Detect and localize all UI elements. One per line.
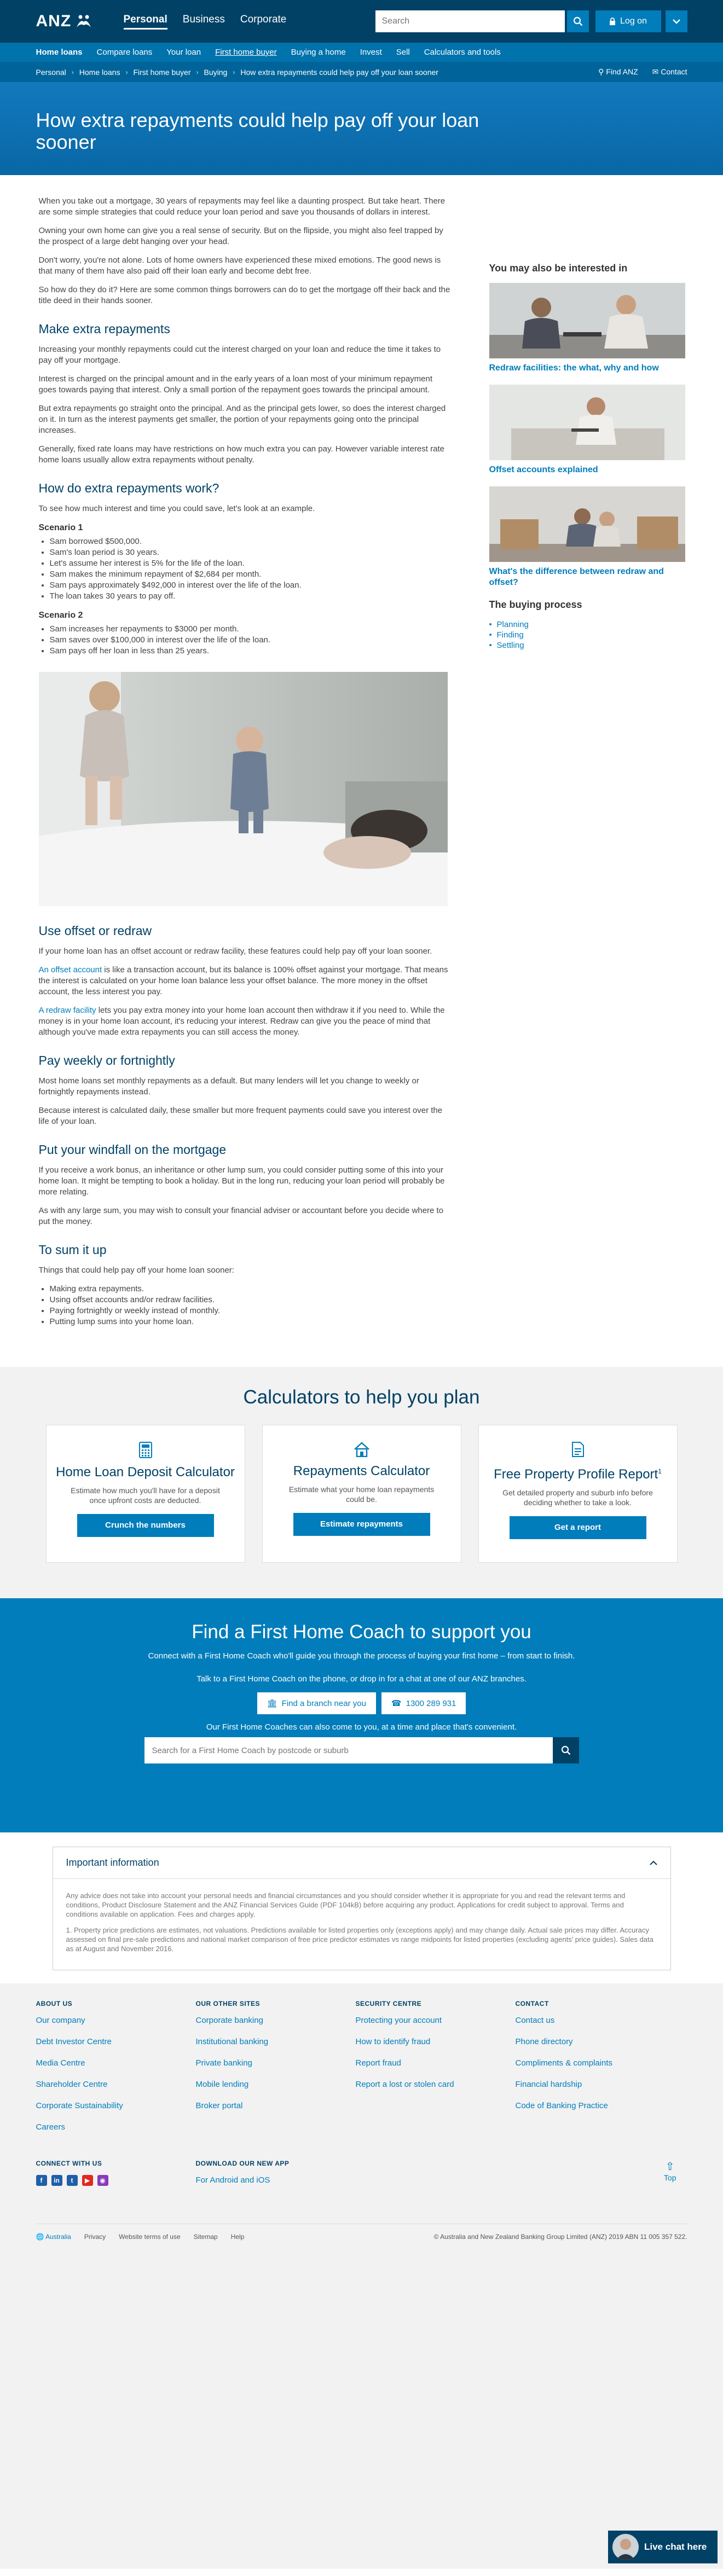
footer-link[interactable]: Code of Banking Practice [515,2101,608,2110]
list-item: • The loan takes 30 years to pay off. [50,591,452,602]
chevron-right-icon: › [233,68,235,76]
subnav-compare-loans[interactable]: Compare loans [96,48,153,57]
heading-windfall: Put your windfall on the mortgage [38,1142,227,1157]
branch-icon: 🏛 [267,1699,277,1708]
crumb-buying[interactable]: Buying [204,67,228,77]
footer-link[interactable]: Compliments & complaints [515,2058,613,2068]
related-card[interactable] [489,486,686,588]
report-title: Free Property Profile Report [494,1467,658,1482]
search-button[interactable] [567,10,589,32]
calculators-section [0,1367,723,1598]
paragraph: Things that could help pay off your home loan sooner: [38,1266,234,1275]
calculator-desc: Estimate how much you'll have for a deposit once upfront costs are deducted. [71,1486,220,1505]
disclaimer-text: Any advice does not take into account your personal needs and financial circumstances and you should consider whether it is appropriate for you and read the relevant terms and conditions, Product Disclosure Statement and the ANZ Financial Services Guide (PDF 104kB) before acquiring any product. Applications for credit subject to approval. Terms and conditions available on application. Fees and charges apply. [66,1892,626,1918]
related-card[interactable] [489,385,686,475]
get-a-report-button[interactable]: Get a report [510,1516,646,1539]
agent-avatar [612,2534,639,2560]
redraw-facility-link[interactable]: A redraw facility [38,1006,96,1015]
youtube-icon[interactable]: ▶ [82,2175,93,2186]
coach-search [0,1737,723,1763]
calculator-desc: Get detailed property and suburb info before deciding whether to take a look. [502,1488,653,1507]
subnav-home-loans[interactable]: Home loans [36,48,83,57]
footer-col-contact [516,2000,675,2143]
subnav-your-loan[interactable]: Your loan [166,48,201,57]
search-icon [561,1745,571,1755]
footer-link[interactable]: Our company [36,2016,85,2025]
list-item: • Sam increases her repayments to $3000 per month. [50,624,452,635]
anz-logo[interactable] [36,12,118,31]
house-icon [354,1442,370,1457]
related-sidebar [489,196,686,1335]
heading-pay-weekly: Pay weekly or fortnightly [38,1053,175,1067]
log-on-button[interactable] [595,10,661,32]
footer-link[interactable]: Private banking [195,2058,252,2068]
footnote-marker: 1 [658,1467,662,1475]
segment-nav [124,14,287,30]
important-info-body [53,1879,670,1970]
log-on-label: Log on [620,16,647,26]
mail-icon: ✉ [652,67,659,76]
footer-link[interactable]: Financial hardship [515,2080,582,2089]
heading-use-offset-or-redraw: Use offset or redraw [38,924,152,938]
article-lead: When you take out a mortgage, 30 years of repayments may feel like a daunting prospect. But take heart. There are some simple strategies that could reduce your loan period and save you thousands of dollars in interest. [38,196,446,217]
nav-personal[interactable]: Personal [124,14,167,30]
phone-icon: ☎ [391,1699,402,1708]
menu-toggle-button[interactable] [666,10,687,32]
contact-link[interactable] [652,67,687,77]
footer-col-title: SECURITY CENTRE [355,2000,422,2008]
page-title: How extra repayments could help pay off your loan sooner [36,109,479,153]
live-chat-button[interactable] [608,2531,718,2563]
crunch-the-numbers-button[interactable]: Crunch the numbers [77,1514,214,1537]
footer-legal-links [36,2233,245,2241]
coach-buttons [0,1692,723,1714]
find-branch-label: Find a branch near you [281,1698,366,1708]
crumb-current-page: How extra repayments could help pay off your loan sooner [240,67,438,77]
list-item: • Using offset accounts and/or redraw facilities. [50,1295,452,1306]
related-link-redraw[interactable]: Redraw facilities: the what, why and how [489,363,659,373]
list-item: • Sam saves over $100,000 in interest over the life of the loan. [50,635,452,646]
footer-link[interactable]: Debt Investor Centre [36,2037,112,2046]
related-title: You may also be interested in [489,263,628,274]
buying-process-title: The buying process [489,599,582,610]
redraw-paragraph [39,1005,452,1038]
app-title: DOWNLOAD OUR NEW APP [195,2160,290,2167]
page-hero [0,82,723,175]
first-home-coach-section [0,1598,723,1832]
main-content [36,175,687,1335]
chevron-right-icon: › [125,68,128,76]
list-item: • Sam makes the minimum repayment of $2,684 per month. [50,569,452,580]
estimate-repayments-button[interactable]: Estimate repayments [293,1513,430,1536]
coach-come-to-you: Our First Home Coaches can also come to you, at a time and place that's convenient. [206,1722,517,1732]
live-chat-label: Live chat here [644,2542,707,2552]
footer-bottom-bar [36,2224,687,2241]
deposit-calculator-card [46,1425,245,1563]
list-item: • Let's assume her interest is 5% for the life of the loan. [50,558,452,569]
paragraph: Generally, fixed rate loans may have restrictions on how much extra you can pay. However variable interest rate home loans usually allow extra repayments without penalty. [38,444,444,465]
nav-business[interactable]: Business [182,13,225,25]
property-report-card [478,1425,678,1563]
list-item: • Sam's loan period is 30 years. [50,547,452,558]
paragraph: Because interest is calculated daily, these smaller but more frequent payments could save you interest over the life of your loan. [38,1106,443,1126]
paragraph: But extra repayments go straight onto the principal. And as the principal gets lower, so does the interest charged on it. In turn as the interest payments get smaller, the portion of your repayments going onto the principal increases. [38,404,446,435]
chevron-down-icon [673,19,680,24]
woman-couch-image [489,385,685,460]
footer-app [196,2160,356,2196]
utility-links [598,67,687,77]
location-pin-icon: ⚲ [598,67,604,76]
couple-laptop-image [489,283,685,358]
heading-make-extra-repayments: Make extra repayments [38,322,170,336]
calculators-title: Calculators to help you plan [243,1386,480,1408]
important-info-header[interactable] [53,1847,670,1879]
important-info-accordion [53,1847,671,1970]
find-anz-label: Find ANZ [606,67,638,76]
terms-link[interactable]: Website terms of use [119,2233,181,2241]
footer-connect-row [36,2160,687,2196]
privacy-link[interactable]: Privacy [84,2233,106,2241]
globe-icon: 🌐 [36,2233,44,2241]
crumb-first-home-buyer[interactable]: First home buyer [133,67,191,77]
social-icons [36,2175,196,2186]
coach-search-button[interactable] [553,1737,579,1763]
footer-col-about [36,2000,196,2143]
moving-boxes-illustration [489,486,685,562]
important-info-section [0,1832,723,1983]
back-to-top-link[interactable] [664,2160,676,2182]
top-label: Top [663,2173,676,2182]
calculator-title: Repayments Calculator [293,1464,430,1478]
breadcrumb [36,68,438,77]
subnav-buying-a-home[interactable]: Buying a home [291,48,346,57]
region-label: Australia [45,2233,71,2241]
chevron-up-icon [650,1860,657,1865]
paragraph: Interest is charged on the principal amount and in the early years of a loan most of your minimum repayment goes towards paying that interest. Only a small portion of the repayment goes towards the principal amount. [38,374,433,394]
list-item: • Sam pays off her loan in less than 25 years. [50,646,452,657]
avatar-illustration [612,2534,639,2560]
family-bedroom-photo [39,672,448,906]
coach-search-input[interactable] [144,1737,553,1763]
calculator-title [479,1464,677,1482]
help-link[interactable]: Help [230,2233,245,2241]
intro-paragraph: So how do they do it? Here are some common things borrowers can do to get the mortgage off their back and the title deed in their hands sooner. [38,285,450,305]
scenario-2-title: Scenario 2 [38,611,83,620]
breadcrumb-bar [0,62,723,82]
coach-intro: Connect with a First Home Coach who'll guide you through the process of buying your first home – from start to finish. [148,1651,575,1661]
heading-how-do-extra-repayments-work: How do extra repayments work? [38,481,219,495]
paragraph: As with any large sum, you may wish to consult your financial adviser or accountant before you decide where to put the money. [38,1206,444,1226]
brand-name: ANZ [36,12,72,30]
copyright: © Australia and New Zealand Banking Group Limited (ANZ) 2019 ABN 11 005 357 522. [433,2233,687,2241]
footnote-text: 1. Property price predictions are estimates, not valuations. Predictions available for listed properties only (exceptions apply) and may change daily. Actual sale prices may differ. Accuracy assessed on final pre-sale predictions and national market comparison of free price predictor estimates vs range midpoints for listed properties (excluding agents' price guides). Sales data as at August and November 2016. [66,1926,653,1953]
crumb-home-loans[interactable]: Home loans [79,67,120,77]
paragraph: Most home loans set monthly repayments as a default. But many lenders will let you change to weekly or fortnightly repayments instead. [38,1076,419,1096]
linkedin-icon[interactable]: in [51,2175,62,2186]
family-photo-illustration [39,672,448,906]
phone-label: 1300 289 931 [406,1698,456,1708]
find-anz-link[interactable] [598,67,638,77]
footer-link[interactable]: Careers [36,2122,65,2132]
site-footer [0,1983,723,2569]
list-item: • Making extra repayments. [50,1284,452,1295]
crumb-personal[interactable]: Personal [36,67,66,77]
calculator-icon [139,1442,152,1458]
paragraph: If your home loan has an offset account or redraw facility, these features could help pay off your loan sooner. [38,947,432,956]
calculator-title: Home Loan Deposit Calculator [56,1465,235,1480]
list-item: • Sam pays approximately $492,000 in interest over the life of the loan. [50,580,452,591]
article-body [36,196,452,1335]
coach-title: Find a First Home Coach to support you [192,1621,531,1643]
calculator-cards [0,1425,723,1563]
subnav-sell[interactable]: Sell [396,48,410,57]
offset-account-link[interactable]: An offset account [38,965,102,974]
buying-process-list [489,619,686,651]
calculator-desc: Estimate what your home loan repayments could be. [288,1485,435,1504]
connect-title: CONNECT WITH US [36,2160,102,2167]
footer-col-security [356,2000,516,2143]
find-branch-button[interactable] [257,1692,376,1714]
footer-link[interactable]: Broker portal [195,2101,243,2110]
coach-talk-text: Talk to a First Home Coach on the phone, or drop in for a chat at one of our ANZ branches. [196,1674,527,1684]
process-link-settling[interactable]: • Settling [489,640,686,651]
footer-link[interactable]: Corporate Sustainability [36,2101,123,2110]
document-icon [572,1442,584,1457]
list-item: • Paying fortnightly or weekly instead of monthly. [50,1306,452,1316]
instagram-icon[interactable]: ◉ [97,2175,108,2186]
list-item: • Putting lump sums into your home loan. [50,1316,452,1327]
footer-link[interactable]: Mobile lending [195,2080,249,2089]
process-link-planning[interactable]: • Planning [489,619,686,630]
footer-connect [36,2160,196,2196]
arrow-up-icon: ⇧ [665,2161,675,2173]
search-icon [573,16,583,26]
intro-paragraph: Owning your own home can give you a real sense of security. But on the flipside, you might also feel trapped by the prospect of a large debt hanging over your head. [38,226,443,246]
paragraph: Increasing your monthly repayments could cut the interest charged on your loan and reduce the time it takes to pay off your mortgage. [38,345,441,365]
footer-columns [36,2000,687,2143]
scenario-2-list [50,624,452,657]
important-info-title: Important information [66,1857,159,1868]
subnav-first-home-buyer[interactable]: First home buyer [215,48,277,57]
offset-text: is like a transaction account, but its balance is 100% offset against your mortgage. That means the interest is calculated on your home loan balance less your offset balance. The more money in the offset account, the less interest you pay. [38,965,448,996]
heading-to-sum-it-up: To sum it up [38,1243,107,1257]
paragraph: To see how much interest and time you could save, let's look at an example. [38,504,315,513]
related-link-difference[interactable]: What's the difference between redraw and offset? [489,567,664,587]
facebook-icon[interactable]: f [36,2175,47,2186]
nav-corporate[interactable]: Corporate [240,13,287,25]
contact-label: Contact [661,67,687,76]
related-card[interactable] [489,283,686,374]
scenario-1-title: Scenario 1 [38,523,83,532]
footer-link[interactable]: Protecting your account [355,2016,442,2025]
sitemap-link[interactable]: Sitemap [193,2233,218,2241]
footer-col-title: ABOUT US [36,2000,73,2008]
site-search [375,10,687,32]
footer-link[interactable]: Phone directory [515,2037,573,2046]
summary-list [50,1284,452,1327]
lock-icon [609,18,616,26]
chevron-right-icon: › [196,68,199,76]
phone-button[interactable] [381,1692,466,1714]
region-selector[interactable] [36,2233,71,2241]
couple-laptop-illustration [489,283,685,358]
list-item: • Sam borrowed $500,000. [50,536,452,547]
footer-link[interactable]: How to identify fraud [355,2037,431,2046]
process-link-finding[interactable]: • Finding [489,630,686,640]
paragraph: If you receive a work bonus, an inheritance or other lump sum, you could consider putting some of this into your home loan. It might be tempting to book a holiday. But in the long run, reducing your loan period will probably be more relating. [38,1165,445,1197]
top-header [0,0,723,43]
scenario-1-list [50,536,452,602]
footer-col-title: CONTACT [515,2000,549,2008]
intro-paragraph: Don't worry, you're not alone. Lots of home owners have experienced these mixed emotions. The good news is that many of them have also paid off their loan early and become debt free. [38,256,441,276]
home-loans-subnav [0,43,723,62]
footer-link[interactable]: Contact us [515,2016,555,2025]
woman-couch-illustration [489,385,685,460]
footer-link[interactable]: Corporate banking [195,2016,263,2025]
footer-link[interactable]: Report a lost or stolen card [355,2080,454,2089]
chevron-right-icon: › [71,68,74,76]
twitter-icon[interactable]: t [67,2175,78,2186]
footer-link[interactable]: Shareholder Centre [36,2080,108,2089]
footer-col-title: OUR OTHER SITES [195,2000,261,2008]
subnav-calculators[interactable]: Calculators and tools [424,48,501,57]
subnav-invest[interactable]: Invest [360,48,382,57]
footer-link[interactable]: Media Centre [36,2058,85,2068]
moving-boxes-image [489,486,685,562]
footer-link[interactable]: Report fraud [355,2058,401,2068]
app-download-link[interactable]: For Android and iOS [195,2175,270,2185]
redraw-text: lets you pay extra money into your home loan account then withdraw it if you need to. While the money is in your home loan account, it's reducing your interest. Redraw can give you the peace of mind that although you've made extra repayments you can still access the money. [38,1006,445,1037]
footer-col-other-sites [196,2000,356,2143]
offset-paragraph [39,965,452,997]
related-link-offset[interactable]: Offset accounts explained [489,465,598,474]
search-input[interactable] [375,10,565,32]
footer-link[interactable]: Institutional banking [195,2037,269,2046]
repayments-calculator-card [262,1425,461,1563]
anz-people-icon [76,14,92,28]
